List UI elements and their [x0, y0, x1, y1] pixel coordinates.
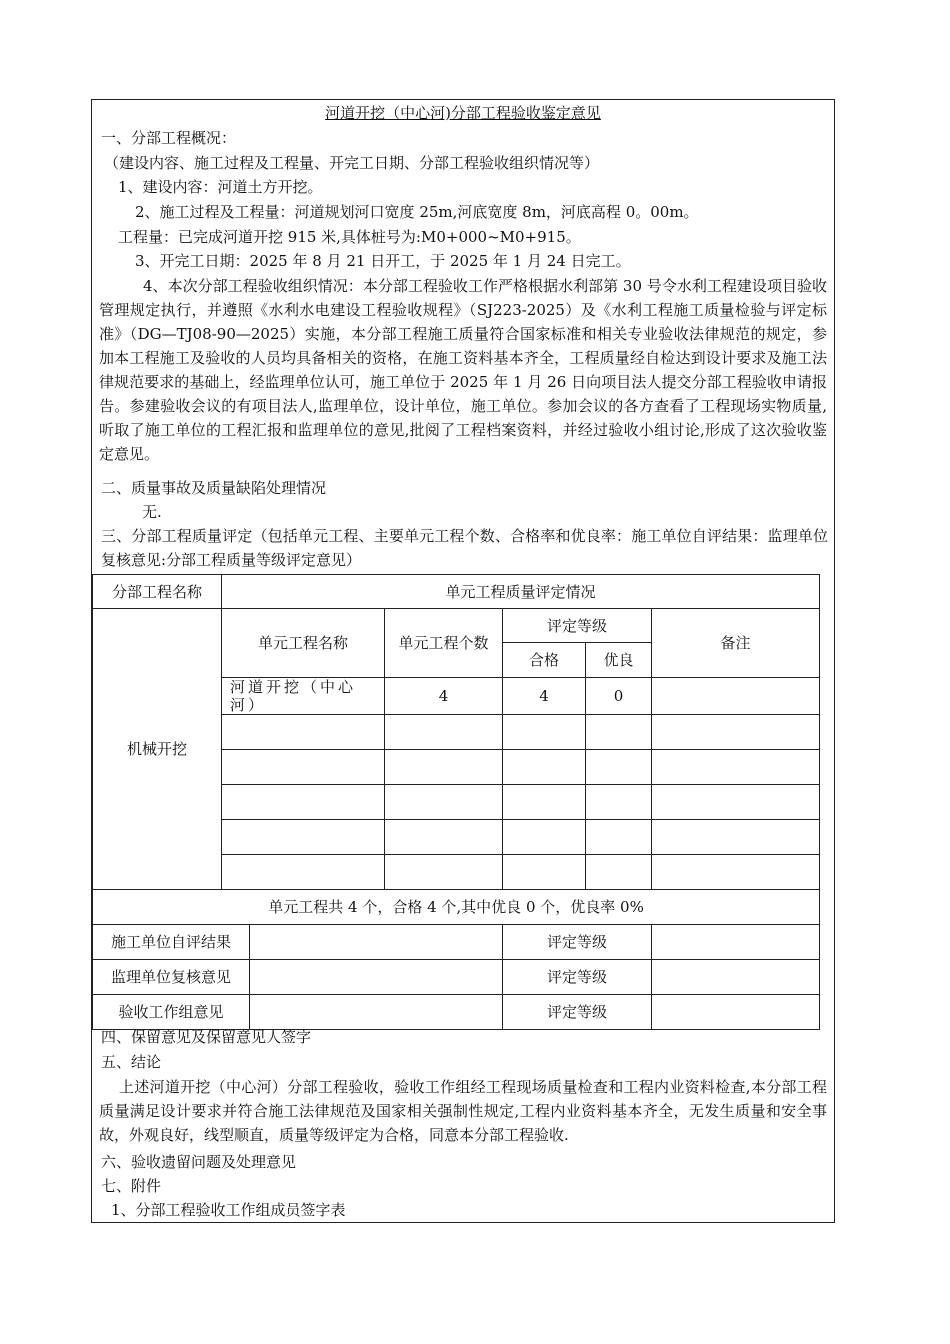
self-eval-grade-label: 评定等级	[503, 925, 652, 960]
section7-heading: 七、附件	[101, 1177, 162, 1195]
header-excellent: 优良	[586, 643, 652, 678]
supervision-label: 监理单位复核意见	[93, 960, 250, 995]
section5-heading: 五、结论	[101, 1053, 162, 1071]
supervision-grade-value	[652, 960, 820, 995]
unit-row-1-excellent: 0	[586, 678, 652, 715]
header-grade: 评定等级	[503, 609, 652, 643]
section6-heading: 六、验收遗留问题及处理意见	[101, 1153, 297, 1171]
self-eval-value	[250, 925, 503, 960]
unit-row-1-pass: 4	[503, 678, 586, 715]
team-grade-label: 评定等级	[503, 995, 652, 1030]
header-part-name: 分部工程名称	[93, 575, 222, 609]
section2-heading: 二、质量事故及质量缺陷处理情况	[101, 479, 327, 497]
section1-item1: 1、建设内容：河道土方开挖。	[118, 178, 323, 196]
section1-item4: 4、本次分部工程验收组织情况：本分部工程验收工作严格根据水利部第 30 号令水利工程建设项目验收管理规定执行，并遵照《水利水电建设工程验收规程》（SJ223-2025）及《水利工程施工质量检验与评定标准》（DG—TJ08-90—2025）实施，本分部工程施工质量符合国家标准和相关专业验收法律规范的规定，参加本工程施工及验收的人员均具备相关的资格，在施工资料基本齐全，工程质量经自检达到设计要求及施工法律规范要求的基础上，经监理单位认可，施工单位于 2025 年 1 月 26 日向项目法人提交分部工程验收申请报告。参建验收会议的有项目法人,监理单位，设计单位，施工单位。参加会议的各方查看了工程现场实物质量,听取了施工单位的工程汇报和监理单位的意见,批阅了工程档案资料，并经过验收小组讨论,形成了这次验收鉴定意见。	[99, 277, 827, 463]
quality-table	[92, 574, 820, 1030]
unit-row-1-name: 河道开挖（中心河）	[222, 678, 385, 715]
self-eval-label: 施工单位自评结果	[93, 925, 250, 960]
supervision-value	[250, 960, 503, 995]
summary-row: 单元工程共 4 个，合格 4 个,其中优良 0 个，优良率 0%	[93, 890, 820, 925]
header-unit-eval: 单元工程质量评定情况	[222, 575, 820, 609]
unit-row-1-note	[652, 678, 820, 715]
header-note: 备注	[652, 609, 820, 678]
section1-item3: 3、开完工日期：2025 年 8 月 21 日开工，于 2025 年 1 月 24 日完工。	[135, 252, 631, 270]
header-unit-count: 单元工程个数	[385, 609, 503, 678]
document-title: 河道开挖（中心河)分部工程验收鉴定意见	[325, 104, 601, 122]
section1-item2: 2、施工过程及工程量：河道规划河口宽度 25m,河底宽度 8m，河底高程 0。00m。	[135, 203, 699, 221]
unit-row-1-count: 4	[385, 678, 503, 715]
section4-heading: 四、保留意见及保留意见人签字	[101, 1028, 312, 1046]
document-frame	[91, 99, 835, 1223]
section3-heading: 三、分部工程质量评定（包括单元工程、主要单元工程个数、合格率和优良率：施工单位自评结果：监理单位复核意见:分部工程质量等级评定意见）	[101, 527, 828, 569]
header-pass: 合格	[503, 643, 586, 678]
section1-subheading: （建设内容、施工过程及工程量、开完工日期、分部工程验收组织情况等）	[104, 154, 600, 172]
supervision-grade-label: 评定等级	[503, 960, 652, 995]
self-eval-grade-value	[652, 925, 820, 960]
part-name-cell: 机械开挖	[93, 609, 222, 890]
section2-content: 无.	[142, 503, 162, 521]
header-unit-name: 单元工程名称	[222, 609, 385, 678]
team-label: 验收工作组意见	[93, 995, 250, 1030]
section1-item2b: 工程量：已完成河道开挖 915 米,具体桩号为:M0+000~M0+915。	[118, 228, 581, 246]
section5-content: 上述河道开挖（中心河）分部工程验收，验收工作组经工程现场质量检查和工程内业资料检查,本分部工程质量满足设计要求并符合施工法律规范及国家相关强制性规定,工程内业资料基本齐全，无发生质量和安全事故，外观良好，线型顺直，质量等级评定为合格，同意本分部工程验收.	[99, 1078, 827, 1144]
section1-heading: 一、分部工程概况：	[101, 129, 237, 147]
section7-item1: 1、分部工程验收工作组成员签字表	[111, 1201, 346, 1219]
